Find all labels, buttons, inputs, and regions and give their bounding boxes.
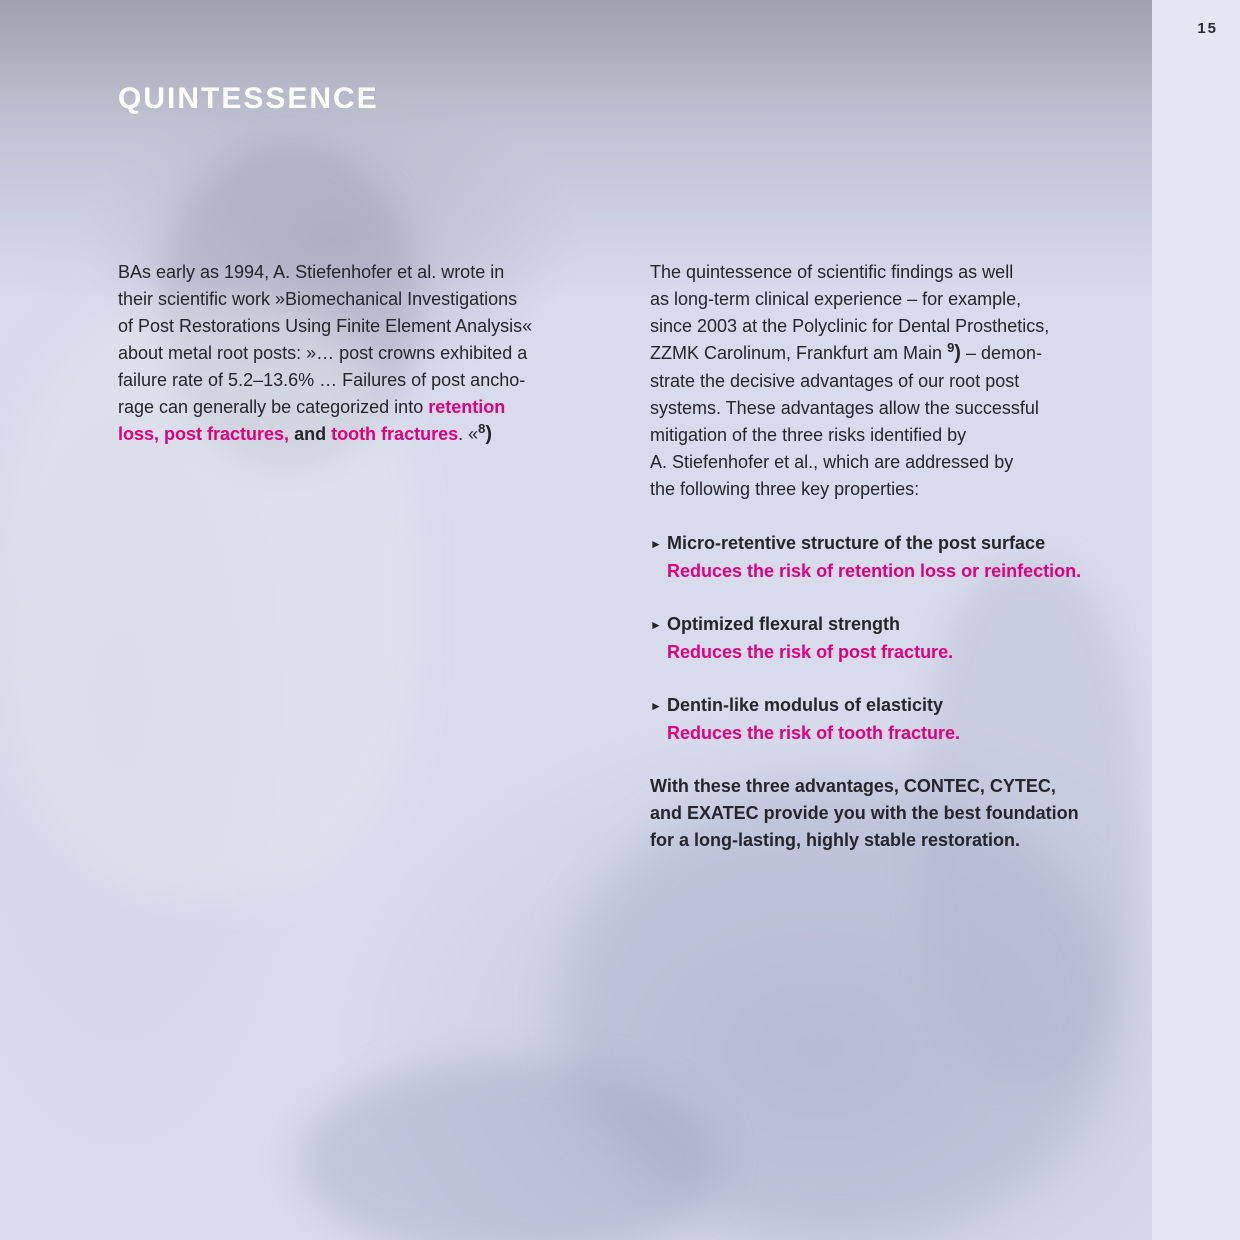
closing-line-1: With these three advantages, CONTEC, CYTEC, <box>650 776 1056 796</box>
right-line-4-pre: ZZMK Carolinum, Frankfurt am Main <box>650 343 948 363</box>
right-line-4 <box>650 340 1130 368</box>
property-heading: Micro-retentive structure of the post surface <box>667 533 1046 553</box>
right-line-5: strate the decisive advantages of our root post <box>650 371 1020 391</box>
left-line-7 <box>118 421 598 449</box>
side-strip <box>1152 0 1240 1240</box>
property-item <box>650 692 1140 747</box>
highlight-loss-post-fractures: loss, post fractures, <box>118 424 290 444</box>
page-title: QUINTESSENCE <box>118 82 379 115</box>
property-heading: Optimized flexural strength <box>667 614 901 634</box>
right-line-9: the following three key properties: <box>650 479 920 499</box>
left-line-3: of Post Restorations Using Finite Element Analysis« <box>118 316 533 336</box>
left-line-2: their scientific work »Biomechanical Investigations <box>118 289 518 309</box>
property-benefit: Reduces the risk of post fracture. <box>667 642 954 662</box>
right-line-1: The quintessence of scientific findings as well <box>650 262 1014 282</box>
closing-statement <box>650 773 1140 854</box>
right-line-6: systems. These advantages allow the successful <box>650 398 1039 418</box>
property-benefit: Reduces the risk of retention loss or reinfection. <box>667 561 1082 581</box>
reference-paren: ) <box>485 423 493 445</box>
right-line-3: since 2003 at the Polyclinic for Dental Prosthetics, <box>650 316 1050 336</box>
left-line-6-text: rage can generally be categorized into <box>118 397 429 417</box>
left-line-1: BAs early as 1994, A. Stiefenhofer et al. wrote in <box>118 262 505 282</box>
right-line-8: A. Stiefenhofer et al., which are addressed by <box>650 452 1014 472</box>
highlight-retention: retention <box>428 397 506 417</box>
left-line-4: about metal root posts: »… post crowns exhibited a <box>118 343 528 363</box>
property-item <box>650 611 1140 666</box>
left-column-text <box>118 259 598 449</box>
closing-line-2: and EXATEC provide you with the best foundation <box>650 803 1079 823</box>
right-line-7: mitigation of the three risks identified by <box>650 425 967 445</box>
quote-end: . « <box>458 424 479 444</box>
reference-8: 8 <box>478 421 486 436</box>
right-column-text <box>650 259 1130 503</box>
right-line-2: as long-term clinical experience – for example, <box>650 289 1022 309</box>
and-text: and <box>289 424 332 444</box>
left-line-5: failure rate of 5.2–13.6% … Failures of post ancho- <box>118 370 526 390</box>
arrow-bullet-icon: ► <box>650 699 662 713</box>
right-line-4-post: – demon- <box>960 343 1043 363</box>
property-heading: Dentin-like modulus of elasticity <box>667 695 944 715</box>
property-benefit: Reduces the risk of tooth fracture. <box>667 723 961 743</box>
reference-9: 9 <box>947 340 955 355</box>
highlight-tooth-fractures: tooth fractures <box>331 424 459 444</box>
closing-line-3: for a long-lasting, highly stable restoration. <box>650 830 1021 850</box>
page-number: 15 <box>1197 20 1218 37</box>
reference-paren: ) <box>954 342 961 364</box>
property-item <box>650 530 1140 585</box>
arrow-bullet-icon: ► <box>650 618 662 632</box>
arrow-bullet-icon: ► <box>650 537 662 551</box>
left-line-6 <box>118 394 598 421</box>
